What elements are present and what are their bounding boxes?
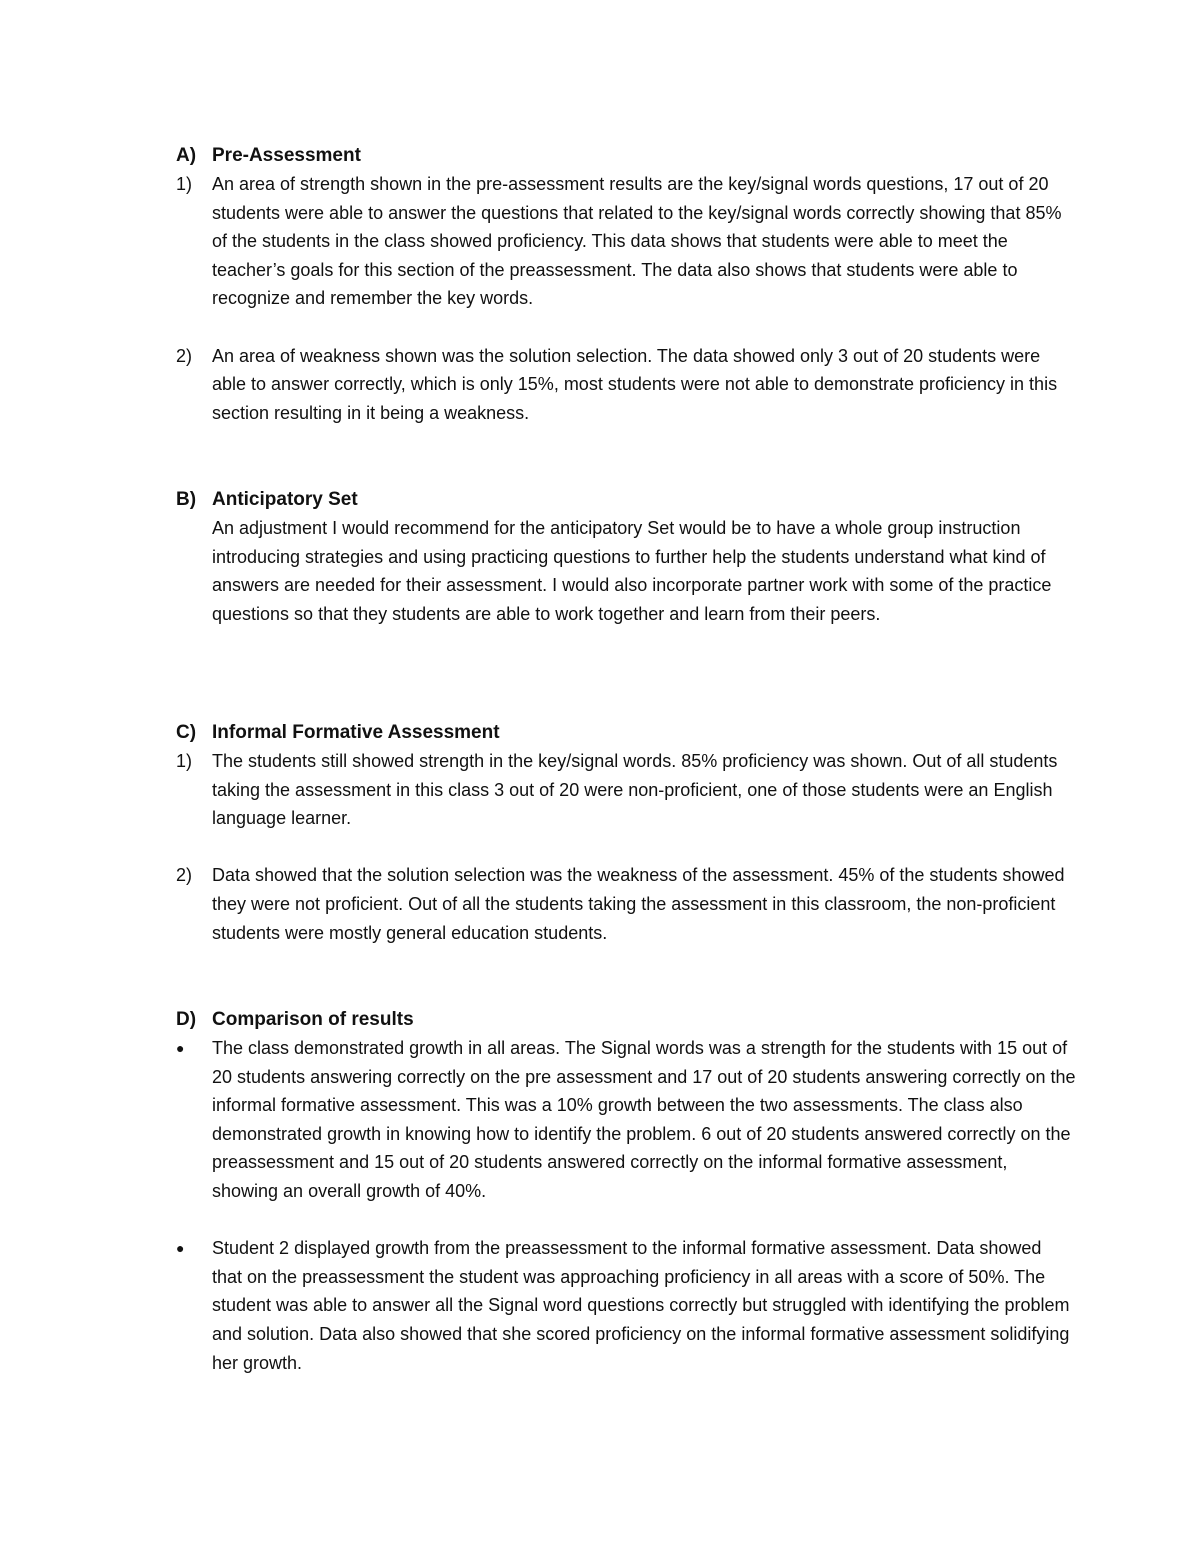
- list-item-text: Data showed that the solution selection was the weakness of the assessment. 45% of the students showed they were not proficient. Out of all the students taking the assessment in this classroom, the non-proficient students were mostly general education students.: [212, 865, 1065, 943]
- section-anticipatory-set: [176, 486, 1076, 628]
- list-item: [176, 170, 1076, 313]
- list-item-text: An area of strength shown in the pre-assessment results are the key/signal words questions, 17 out of 20 students were able to answer the questions that related to the key/signal words correctly showing that 85% of the students in the class showed proficiency. This data shows that students were able to meet the teacher’s goals for this section of the preassessment. The data also shows that students were able to recognize and remember the key words.: [212, 174, 1062, 309]
- list-item: [176, 342, 1076, 428]
- section-heading: [176, 719, 1076, 747]
- section-informal-formative-assessment: [176, 719, 1076, 947]
- section-marker: A): [176, 145, 197, 166]
- section-title: Pre-Assessment: [212, 145, 361, 166]
- section-marker: D): [176, 1009, 197, 1030]
- list-item-text: The students still showed strength in the key/signal words. 85% proficiency was shown. Out of all students taking the assessment in this class 3 out of 20 were non-proficient, one of those students were an English language learner.: [212, 751, 1058, 829]
- bullet-icon: ●: [176, 1240, 185, 1257]
- list-item-text: An area of weakness shown was the solution selection. The data showed only 3 out of 20 students were able to answer correctly, which is only 15%, most students were not able to demonstrate proficiency in this section resulting in it being a weakness.: [212, 345, 1058, 423]
- list-item: [176, 1034, 1076, 1206]
- list-item: [176, 861, 1076, 947]
- section-title: Comparison of results: [212, 1009, 414, 1030]
- section-heading: [176, 1006, 1076, 1034]
- section-title: Anticipatory Set: [212, 489, 358, 510]
- list-item-text: Student 2 displayed growth from the preassessment to the informal formative assessment. Data showed that on the preassessment the student was approaching proficiency in all areas with a score of 50%. The student was able to answer all the Signal word questions correctly but struggled with identifying the problem and solution. Data also showed that she scored proficiency on the informal formative assessment solidifying her growth.: [212, 1238, 1070, 1373]
- list-number: 2): [176, 345, 193, 366]
- section-comparison-of-results: [176, 1006, 1076, 1377]
- section-heading: [176, 142, 1076, 170]
- list-number: 1): [176, 751, 193, 771]
- section-marker: C): [176, 722, 197, 743]
- section-pre-assessment: [176, 142, 1076, 427]
- list-item-text: The class demonstrated growth in all areas. The Signal words was a strength for the students with 15 out of 20 students answering correctly on the pre assessment and 17 out of 20 students answering correctly on the informal formative assessment. This was a 10% growth between the two assessments. The class also demonstrated growth in knowing how to identify the problem. 6 out of 20 students answered correctly on the preassessment and 15 out of 20 students answered correctly on the informal formative assessment, showing an overall growth of 40%.: [212, 1038, 1076, 1201]
- list-number: 1): [176, 174, 193, 194]
- section-paragraph: An adjustment I would recommend for the anticipatory Set would be to have a whole group instruction introducing strategies and using practicing questions to further help the students understand what kind of answers are needed for their assessment. I would also incorporate partner work with some of the practice questions so that they students are able to work together and learn from their peers.: [212, 518, 1052, 624]
- section-marker: B): [176, 489, 197, 510]
- section-title: Informal Formative Assessment: [212, 722, 500, 743]
- section-heading: [176, 486, 1076, 514]
- list-item: [176, 747, 1076, 833]
- list-number: 2): [176, 865, 193, 886]
- list-item: [176, 1234, 1076, 1377]
- bullet-icon: ●: [176, 1040, 185, 1056]
